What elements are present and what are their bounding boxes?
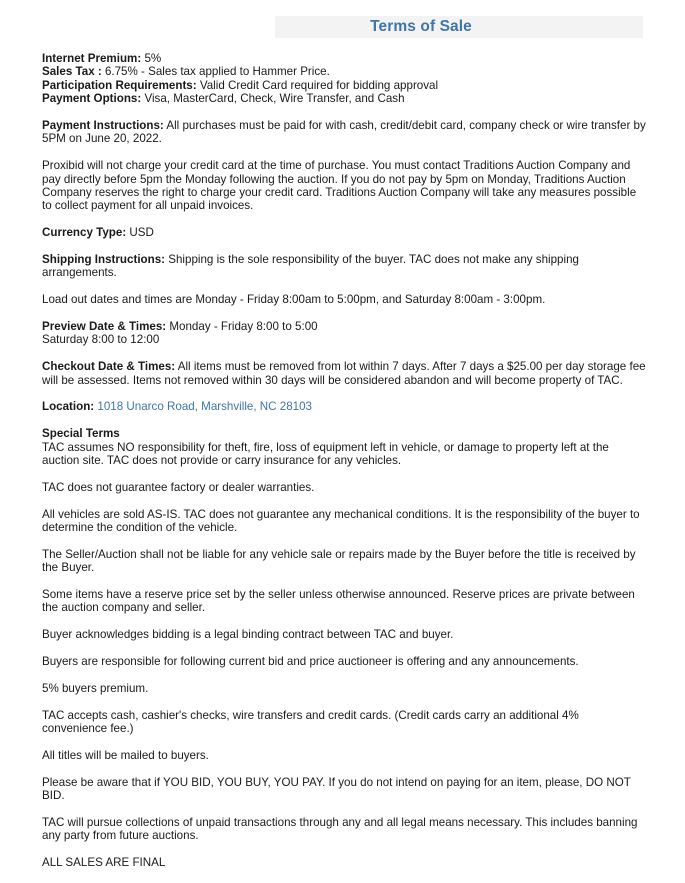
special-terms-paragraph: Buyer acknowledges bidding is a legal binding contract between TAC and buyer.	[42, 628, 454, 642]
title-bar	[275, 16, 643, 38]
checkout-text: All items must be removed from lot within 7 days. After 7 days a $25.00 per day storage fee will be assessed. Items not removed within 30 days will be considered abandon and will become property of TAC.	[42, 360, 646, 387]
location-address-link[interactable]: 1018 Unarco Road, Marshville, NC 28103	[97, 400, 313, 414]
preview-line-1	[42, 320, 646, 333]
checkout-block	[42, 360, 646, 387]
payment-instructions-block	[42, 119, 646, 146]
special-terms-paragraph: TAC does not guarantee factory or dealer warranties.	[42, 480, 315, 494]
load-out-paragraph: Load out dates and times are Monday - Friday 8:00am to 5:00pm, and Saturday 8:00am - 3:00pm.	[42, 293, 546, 307]
special-terms-paragraph: Please be aware that if YOU BID, YOU BUY, YOU PAY. If you do not intend on paying for an item, please, DO NOT BID.	[42, 775, 631, 803]
special-terms-paragraph: TAC will pursue collections of unpaid transactions through any and all legal means necessary. This includes banning any party from future auctions.	[42, 815, 638, 843]
payment-options-value: Visa, MasterCard, Check, Wire Transfer, and Cash	[141, 92, 405, 106]
special-terms-block	[42, 427, 646, 467]
sales-tax-label: Sales Tax :	[42, 65, 102, 79]
location-block	[42, 400, 646, 413]
special-terms-paragraph: 5% buyers premium.	[42, 681, 149, 695]
special-terms-paragraph: All vehicles are sold AS-IS. TAC does not guarantee any mechanical conditions. It is the responsibility of the buyer to determine the condition of the vehicle.	[42, 507, 640, 535]
internet-premium-value: 5%	[141, 52, 162, 65]
participation-label: Participation Requirements:	[42, 78, 197, 92]
special-terms-heading: Special Terms	[42, 427, 120, 441]
checkout-label: Checkout Date & Times:	[42, 360, 176, 374]
payment-options-label: Payment Options:	[42, 92, 142, 106]
location-label: Location:	[42, 400, 95, 414]
internet-premium-label: Internet Premium:	[42, 52, 142, 65]
sales-tax-value: 6.75% - Sales tax applied to Hammer Price.	[101, 65, 330, 79]
participation-line	[42, 79, 646, 92]
preview-block	[42, 320, 646, 347]
currency-label: Currency Type:	[42, 226, 127, 240]
sales-tax-line	[42, 65, 646, 78]
payment-instructions-label: Payment Instructions:	[42, 119, 164, 133]
shipping-block	[42, 253, 646, 280]
special-terms-paragraph: TAC accepts cash, cashier's checks, wire transfers and credit cards. (Credit cards carry an additional 4% convenience fee.)	[42, 708, 579, 736]
special-terms-paragraph: Some items have a reserve price set by the seller unless otherwise announced. Reserve prices are private between the auction company and seller.	[42, 588, 635, 615]
terms-content	[42, 52, 646, 883]
proxibid-paragraph: Proxibid will not charge your credit card at the time of purchase. You must contact Traditions Auction Company and pay directly before 5pm the Monday following the auction. If you do not pay by 5pm on Monday, Traditions Auction Company reserves the right to charge your credit card. Traditions Auction Company will take any measures possible to collect payment for all unpaid invoices.	[42, 159, 637, 213]
all-sales-final: ALL SALES ARE FINAL	[42, 856, 166, 870]
special-terms-paragraph: All titles will be mailed to buyers.	[42, 748, 209, 762]
payment-instructions-text: All purchases must be paid for with cash, credit/debit card, company check or wire transfer by 5PM on June 20, 2022.	[42, 119, 646, 146]
currency-value: USD	[126, 226, 154, 240]
internet-premium-line	[42, 52, 646, 65]
preview-saturday-hours: Saturday 8:00 to 12:00	[42, 333, 160, 347]
currency-block	[42, 226, 646, 239]
preview-label: Preview Date & Times:	[42, 320, 167, 334]
shipping-label: Shipping Instructions:	[42, 253, 166, 267]
page-title: Terms of Sale	[370, 18, 472, 36]
special-terms-paragraph: The Seller/Auction shall not be liable for any vehicle sale or repairs made by the Buyer before the title is received by the Buyer.	[42, 547, 636, 575]
payment-options-line	[42, 92, 646, 105]
shipping-text: Shipping is the sole responsibility of the buyer. TAC does not make any shipping arrangements.	[42, 253, 579, 280]
special-terms-paragraph: TAC assumes NO responsibility for theft, fire, loss of equipment left in vehicle, or damage to property left at the auction site. TAC does not provide or carry insurance for any vehicles.	[42, 440, 609, 468]
special-terms-paragraph: Buyers are responsible for following current bid and price auctioneer is offering and any announcements.	[42, 655, 579, 669]
participation-value: Valid Credit Card required for bidding approval	[196, 78, 439, 92]
premium-block	[42, 52, 646, 106]
preview-weekday-hours: Monday - Friday 8:00 to 5:00	[166, 320, 318, 334]
